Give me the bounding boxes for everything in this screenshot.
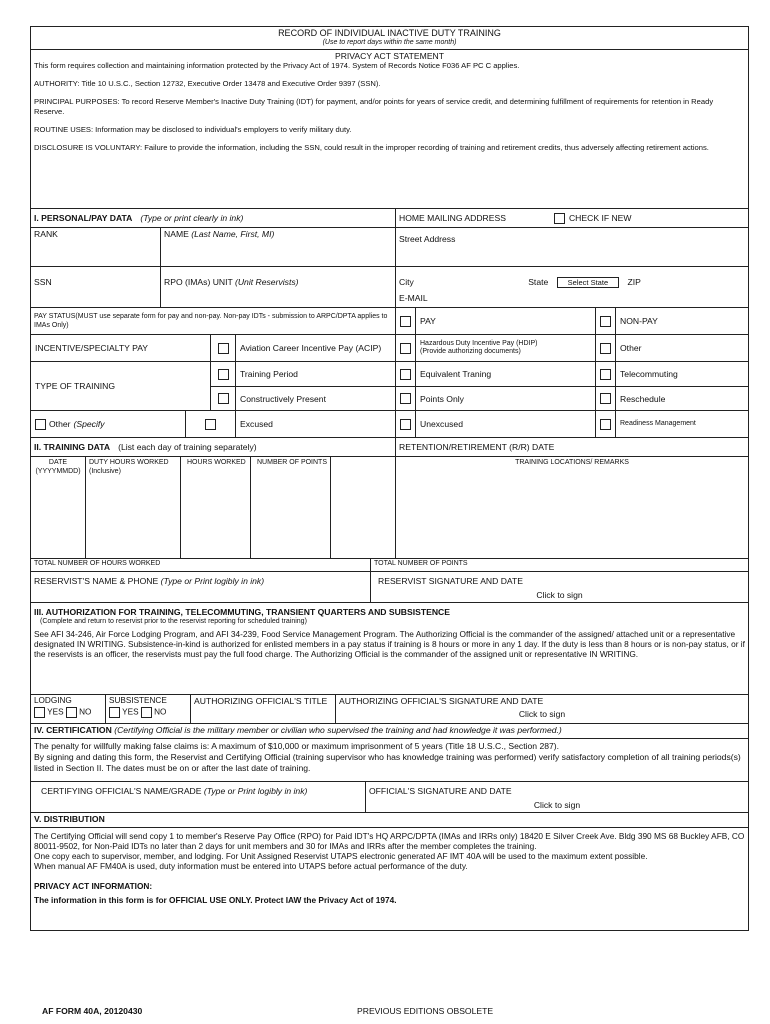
type-training-label: TYPE OF TRAINING (31, 362, 211, 410)
form-id: AF FORM 40A, 20120430 (42, 1006, 143, 1016)
auth-title-label: AUTHORIZING OFFICIAL'S TITLE (194, 696, 328, 706)
form-header (31, 27, 748, 50)
other-training-label: Other (49, 419, 71, 429)
privacy-authority: AUTHORITY: Title 10 U.S.C., Section 12732, Executive Order 13478 and Executive Order 9397 (SSN). (34, 79, 381, 88)
distribution-p1: The Certifying Official will send copy 1 to member's Reserve Pay Office (RPO) for Paid IDT's HQ ARPC/DPTA (IMAs and IRRs only) 18420 E Silver Creek Ave. Bldg 390 MS 68 Buckley AFB, CO 80011-9502, for Non-Paid IDTs no later than 2 days for unit members and 30 for IMAs and IRRs after the member completes the training. (34, 831, 745, 851)
privacy-info-label: PRIVACY ACT INFORMATION: (34, 881, 153, 891)
equivalent-checkbox[interactable] (400, 369, 411, 380)
pay-label: PAY (416, 308, 596, 334)
readiness-checkbox[interactable] (600, 419, 611, 430)
lodging-no-checkbox[interactable] (66, 707, 77, 718)
constructive-checkbox[interactable] (218, 393, 229, 404)
official-use-text: The information in this form is for OFFICIAL USE ONLY. Protect IAW the Privacy Act of 1974. (34, 895, 397, 905)
section1-note: (Type or print clearly in ink) (140, 213, 244, 223)
acip-checkbox[interactable] (218, 343, 229, 354)
cert-sign-button[interactable]: Click to sign (533, 800, 581, 810)
incentive-label: INCENTIVE/SPECIALTY PAY (31, 335, 211, 361)
name-field[interactable] (161, 228, 396, 266)
nonpay-checkbox[interactable] (600, 316, 611, 327)
other-pay-label: Other (620, 343, 642, 353)
auth-title-field[interactable] (191, 695, 336, 723)
telecommuting-label: Telecommuting (620, 369, 678, 379)
col-date[interactable]: DATE (YYYYMMDD) (31, 457, 86, 558)
section2-title: II. TRAINING DATA (34, 442, 111, 452)
reservist-sig-label: RESERVIST SIGNATURE AND DATE (378, 576, 524, 586)
lodging-yes-checkbox[interactable] (34, 707, 45, 718)
privacy-purposes: PRINCIPAL PURPOSES: To record Reserve Member's Inactive Duty Training (IDT) for payment, and/or points for years of service credit, and determining fulfillment of requirements for retention in Ready Reserve. (34, 97, 714, 116)
rpo-label: RPO (IMAs) UNIT (164, 277, 233, 287)
ssn-label: SSN (34, 277, 52, 287)
total-points-label[interactable]: TOTAL NUMBER OF POINTS (374, 560, 468, 567)
excused-label: Excused (236, 411, 396, 437)
subsistence-label: SUBSISTENCE (109, 696, 167, 705)
training-data-table (31, 457, 748, 559)
unexcused-label: Unexcused (416, 411, 596, 437)
training-period-checkbox[interactable] (218, 369, 229, 380)
street-field[interactable] (396, 228, 748, 266)
section1-title: I. PERSONAL/PAY DATA (34, 213, 133, 223)
points-only-checkbox[interactable] (400, 393, 411, 404)
hdip-label: Hazardous Duty Incentive Pay (HDIP) (420, 340, 538, 347)
obsolete-note: PREVIOUS EDITIONS OBSOLETE (357, 1006, 494, 1016)
reservist-sign-button[interactable]: Click to sign (536, 590, 583, 600)
unexcused-checkbox[interactable] (400, 419, 411, 430)
rpo-field[interactable] (161, 267, 396, 307)
section2-note: (List each day of training separately) (118, 442, 257, 452)
city-label[interactable]: City (399, 277, 414, 287)
zip-label[interactable]: ZIP (627, 277, 641, 287)
readiness-label: Readiness Management (620, 420, 696, 427)
distribution-p2: One copy each to supervisor, member, and lodging. For Unit Assigned Reservist UTAPS electronic generated AF IMT 40A will be used to the maximum extent possible. (34, 851, 648, 861)
section3-note: (Complete and return to reservist prior to the reservist reporting for scheduled training) (40, 618, 307, 625)
subsistence-yes-label: YES (122, 707, 139, 717)
reschedule-label: Reschedule (620, 393, 666, 404)
equivalent-label: Equivalent Traning (416, 362, 596, 386)
subsistence-no-checkbox[interactable] (141, 707, 152, 718)
reservist-name-label: RESERVIST'S NAME & PHONE (34, 576, 159, 586)
rpo-note: (Unit Reservists) (234, 277, 299, 287)
pay-checkbox[interactable] (400, 316, 411, 327)
section3-body: See AFI 34-246, Air Force Lodging Program, and AFI 34-239, Food Service Management Program. The Authorizing Official is the commander of the assigned/ attached unit or a representative designated IN WRITING. Subsistence-in-kind is authorized for enlisted members in a pay status if training is 8 hours or more in any 1 day. If the duty is less than 8 hours or is non-pay status, or if the reservists is an officer, the reservists must pay the full food charge. The Authorizing Official is the commander of the assigned unit or representative IN WRITING. (34, 629, 745, 659)
col-points[interactable]: NUMBER OF POINTS (251, 457, 331, 558)
state-label: State (528, 277, 549, 287)
rr-date-field[interactable] (396, 438, 748, 456)
hdip-checkbox[interactable] (400, 343, 411, 354)
form-title: RECORD OF INDIVIDUAL INACTIVE DUTY TRAINING (278, 28, 501, 38)
excused-checkbox[interactable] (205, 419, 216, 430)
privacy-title: PRIVACY ACT STATEMENT (334, 51, 445, 61)
training-period-label: Training Period (236, 362, 396, 386)
state-select[interactable]: Select State (557, 277, 619, 288)
penalty-text: The penalty for willfully making false claims is: A maximum of $10,000 or maximum imprisonment of 5 years (Title 18 U.S.C., Section 287). (34, 741, 560, 751)
col-duty-hours[interactable]: DUTY HOURS WORKED (Inclusive) (86, 457, 181, 558)
other-specify-note: (Specify (73, 419, 105, 429)
cert-name-field[interactable] (31, 782, 366, 812)
reschedule-checkbox[interactable] (600, 393, 611, 404)
signing-text: By signing and dating this form, the Reservist and Certifying Official (training supervisor who has knowledge training was performed) verify satisfactory completion of all training periods(s) listed in Section II. The dates must be on or after the last date of training. (34, 752, 741, 773)
privacy-routine: ROUTINE USES: Information may be disclosed to individual's employers to verify military duty. (34, 125, 352, 134)
name-label: NAME (164, 229, 189, 239)
form-af-40a (30, 26, 749, 931)
other-training-checkbox[interactable] (35, 419, 46, 430)
privacy-intro: This form requires collection and maintaining information protected by the Privacy Act of 1974. System of Records Notice F036 AF PC C applies. (34, 61, 520, 70)
section1-header (31, 209, 748, 228)
section4-title: IV. CERTIFICATION (34, 725, 112, 735)
home-address-label: HOME MAILING ADDRESS (399, 213, 506, 223)
rank-label: RANK (34, 229, 58, 239)
subsistence-no-label: NO (154, 707, 167, 717)
email-label[interactable]: E-MAIL (399, 293, 428, 303)
pay-status-label: PAY STATUS(MUST use separate form for pay and non-pay. Non-pay IDTs - submission to ARPC/DPTA applies to IMAs Only) (31, 308, 396, 334)
cert-name-label: CERTIFYING OFFICIAL'S NAME/GRADE (41, 786, 202, 796)
reservist-name-field[interactable] (31, 572, 371, 602)
name-note: (Last Name, First, MI) (191, 229, 275, 239)
form-subtitle: (Use to report days within the same month) (322, 39, 457, 46)
total-hours-label[interactable]: TOTAL NUMBER OF HOURS WORKED (31, 559, 371, 571)
subsistence-yes-checkbox[interactable] (109, 707, 120, 718)
reservist-name-note: (Type or Print logibly in ink) (160, 576, 265, 586)
section3-title: III. AUTHORIZATION FOR TRAINING, TELECOMMUTING, TRANSIENT QUARTERS AND SUBSISTENCE (34, 607, 450, 617)
auth-sign-button[interactable]: Click to sign (518, 709, 566, 719)
privacy-disclosure: DISCLOSURE IS VOLUNTARY: Failure to provide the information, including the SSN, could result in the improper recording of training and retirement credits, thus adversely affecting retirement actions. (34, 143, 709, 152)
cert-name-note: (Type or Print logibly in ink) (203, 786, 308, 796)
rank-field[interactable] (31, 228, 161, 266)
distribution-p3: When manual AF FM40A is used, duty information must be entered into UTAPS before actual performance of the duty. (34, 861, 468, 871)
check-if-new-label: CHECK IF NEW (568, 213, 632, 223)
section5-title: V. DISTRIBUTION (34, 814, 105, 824)
section4-note: (Certifying Official is the military member or civilian who supervised the training and had knowledge it was performed.) (114, 725, 562, 735)
col-locations[interactable]: TRAINING LOCATIONS/ REMARKS (515, 459, 629, 466)
constructive-label: Constructively Present (236, 387, 396, 410)
lodging-yes-label: YES (47, 707, 64, 717)
col-hours-worked[interactable]: HOURS WORKED (181, 457, 251, 558)
ssn-field[interactable] (31, 267, 161, 307)
nonpay-label: NON-PAY (620, 316, 658, 326)
other-pay-checkbox[interactable] (600, 343, 611, 354)
privacy-statement (31, 50, 748, 209)
telecommuting-checkbox[interactable] (600, 369, 611, 380)
points-only-label: Points Only (416, 387, 596, 410)
check-if-new-checkbox[interactable] (554, 213, 565, 224)
lodging-no-label: NO (79, 707, 92, 717)
hdip-note: (Provide authorizing documents) (420, 348, 521, 355)
lodging-label: LODGING (34, 696, 72, 705)
cert-sig-label: OFFICIAL'S SIGNATURE AND DATE (369, 786, 512, 796)
auth-sig-label: AUTHORIZING OFFICIAL'S SIGNATURE AND DATE (339, 696, 544, 706)
acip-label: Aviation Career Incentive Pay (ACIP) (236, 335, 396, 361)
street-label: Street Address (399, 234, 456, 244)
rr-date-label: RETENTION/RETIREMENT (R/R) DATE (399, 442, 555, 452)
